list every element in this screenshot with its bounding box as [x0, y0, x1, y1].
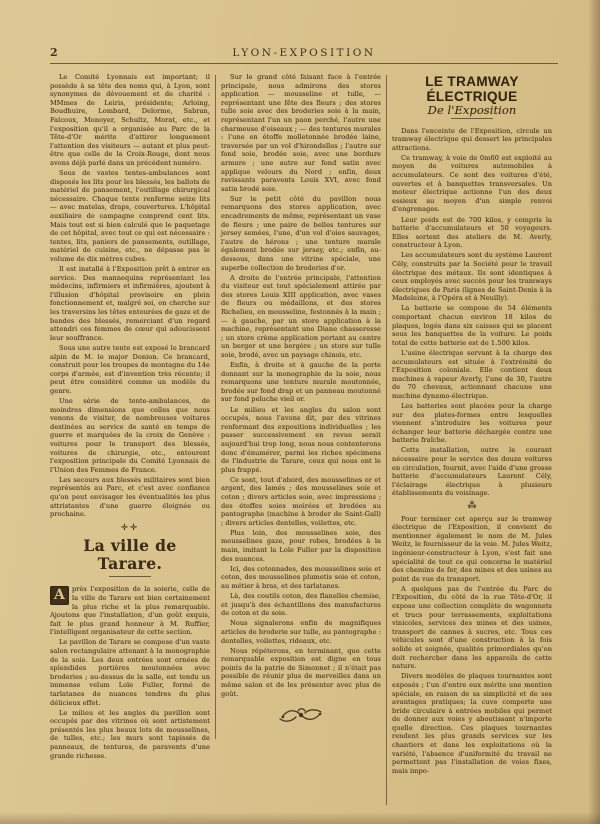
- paragraph-poids: Leur poids est de 700 kilos, y compris la batterie d'accumulateurs et 50 voyageurs. Elles sortent des ateliers de M. Averly, constructeur à Lyon.: [392, 215, 552, 250]
- tarare-article-title: La ville de Tarare.: [83, 536, 177, 574]
- paragraph-droite-entree: A droite de l'entrée principale, l'attention du visiteur est tout spécialement attirée par des stores Louis XIII application, avec vases de fleurs ou médaillons, et des stores Richelieu, en mousseline, festonnés à la main ; — à gauche, par un store application à la machine, représentant une Diane chasseresse ; un store crème application portant au centre un berger et une bergère ; un store sur tulle soie, brodé, avec un paysage chinois, etc.: [221, 273, 381, 359]
- paragraph-petit-cote: Sur le petit côté du pavillon nous remarquons des stores application, avec encadrements de même, représentant un vase de fleurs ; une paire de belles tentures sur jersey semées, l'une, d'un vol d'oies sauvages, l'autre de hérons ; une tenture murale également brodée sur jersey, etc.; enfin, au-dessous, dans une vitrine spéciale, une superbe collection de broderies d'or.: [221, 194, 381, 272]
- paragraph-ici: Ici, des cotonnades, des mousselines soie et coton, des mousselines plumetis soie et coton, au métier à bras, et des tarlatanes.: [221, 564, 381, 590]
- paragraph-secours: Les secours aux blessés militaires sont bien représentés au Parc, et c'est avec confiance qu'on peut envisager les éventualités les plus attristantes d'une guerre éloignée ou prochaine.: [50, 475, 210, 519]
- paragraph-plus-loin: Plus loin, des mousselines soie, des mousselines gaze, pour robes, brodées à la main, imitant la Loïe Fuller par la disposition des nuances.: [221, 528, 381, 563]
- paragraph-mannequins: Il est installé à l'Exposition prêt à entrer en service. Des mannequins représentant les médecins, infirmiers et infirmières, ajoutent à l'illusion d'hôpital provisoire en plein fonctionnement et, malgré soi, on cherche sur les traversins les têtes entourées de gaze et de bandes des blessés, remerciant d'un regard attendri ces femmes de cœur qui adoucissent leur souffrance.: [50, 265, 210, 342]
- title-rule: [109, 576, 151, 577]
- paragraph-voie: Ce tramway, à voie de 0m60 est exploité au moyen de voitures automobiles à accumulateurs. Ce sont des voitures d'été, ouvertes et à banquettes transversales. Un moteur électrique actionne l'un des deux essieux au moyen d'un simple renvoi d'engrenages.: [392, 153, 552, 214]
- asterism-separator: ⁂: [467, 501, 477, 512]
- paragraph-charge: Les batteries sont placées pour la charge sur des plates-formes entre lesquelles viennent s'introduire les voitures pour échanger leur batterie déchargée contre une batterie fraîche.: [392, 402, 552, 445]
- page-number: 2: [50, 46, 58, 59]
- paragraph-usine: L'usine électrique servant à la charge des accumulateurs est située à l'extrémité de l'Exposition coloniale. Elle contient deux machines à vapeur Averly, l'une de 30, l'autre de 70 chevaux, actionnant chacune une machine dynamo-électrique.: [392, 348, 552, 400]
- paragraph-plaques: Divers modèles de plaques tournantes sont exposés ; l'un d'entre eux mérite une mention spéciale, en raison de sa simplicité et de ses avantages pratiques; la cuve comporte une bride circulaire à entrées mobiles qui permet de donner aux voies y aboutissant n'importe quelle direction. Ces plaques tournantes rendent les plus grands services sur les chantiers et dans les exploitations où la variété, l'absence d'uniformité du travail ne permettent pas l'installation de voies fixes, mais impo-: [392, 672, 552, 775]
- column-divider-right: [386, 75, 387, 805]
- paragraph-vitrines: Le milieu et les angles du pavillon sont occupés par des vitrines où sont artistement présentés les plus beaux lots de mousselines, de tulles, etc.; les murs sont tapissés de panneaux, de tentures, de paravents d'une grande richesse.: [50, 708, 210, 760]
- paragraph-comite: Le Comité Lyonnais est important; il possède à sa tête des noms qui, à Lyon, sont synonymes de dévouement et de charité : MMmes de Leiris, présidente; Arloing, Boudhuire, Lombard, Delorme, Sabran, Falcoux, Monoyer, Schultz, Morat, etc., et l'exposition qu'il a organisée au Parc de la Tête-d'Or mérite d'attirer longuement l'attention des visiteurs — autant et plus peut-être que celle de la Croix-Rouge, dont nous avons déjà parlé dans un précédent numéro.: [50, 73, 210, 167]
- paragraph-salon: Le milieu et les angles du salon sont occupés, nous l'avons dit, par des vitrines renfermant des expositions individuelles ; les passer successivement en revue serait aujourd'hui trop long, nous nous contenterons donc d'énumérer, parmi les riches spécimens de l'industrie de Tarare, ceux qui nous ont le plus frappé.: [221, 405, 381, 474]
- paragraph-broderie: Nous signalerons enfin de magnifiques articles de broderie sur tulle, au pantographe : dentelles, voilettes, rideaux, etc.: [221, 619, 381, 645]
- paragraph-porte: Enfin, à droite et à gauche de la porte donnant sur la monographie de la soie, nous remarquons une tenture murale moutonnée, brodée sur fond drap et un panneau moutonné sur fond peluche vieil or.: [221, 361, 381, 404]
- tramway-article-title: LE TRAMWAY ÉLECTRIQUE: [425, 74, 519, 104]
- paragraph-pavillon: Le pavillon de Tarare se compose d'un vaste salon rectangulaire attenant à la monographie de la soie. Les deux entrées sont ornées de splendides portières moutonnées avec broderies ; au-dessus de la salle, est tendu un immense velum Loïe Fuller, formé de tarlatanes de nuances tendres du plus délicieux effet.: [50, 638, 210, 707]
- tramway-article-subtitle: De l'Exposition: [427, 103, 517, 117]
- paragraph-accumulateurs: Les accumulateurs sont du système Laurent Cély, construits par la Société pour le travail électrique des métaux. Ils sont identiques à ceux employés avec succès pour les tramways électriques de Paris (lignes de Saint-Denis à la Madeleine, à l'Opéra et à Neuilly).: [392, 251, 552, 303]
- article-columns: [50, 73, 558, 805]
- paragraph-tentes: Sous de vastes tentes-ambulances sont disposés les lits pour les blessés, les ballots de matériel de pansement, l'outillage chirurgical nécessaire. Chaque tente renferme seize lits — avec matelas, draps, couvertures. L'hôpital auxiliaire de campagne comprend cent lits. Mais tout est si bien calculé que le paquetage de cet hôpital, avec tout ce qui est nécessaire : tentes, lits, paniers de pansements, outillage, matériel de cuisine, etc., ne dépasse pas le volume de dix mètres cubes.: [50, 169, 210, 263]
- paragraph-la: Là, des coutils coton, des flanelles chemise, et jusqu'à des échantillons des manufactures de coton et de soie.: [221, 592, 381, 618]
- column-3: [392, 73, 552, 777]
- paragraph-brancard: Sous une autre tente est exposé le brancard alpin de M. le major Donion. Ce brancard, construit pour les troupes de montagne du 14e corps d'armée, est d'invention très récente; il peut être considéré comme un modèle du genre.: [50, 343, 210, 395]
- column-divider-left: [215, 75, 216, 739]
- header-rule: [50, 63, 558, 64]
- page-header: [50, 46, 558, 59]
- column-1: [50, 73, 210, 762]
- paragraph-tarare-intro: A près l'exposition de la soierie, celle de la ville de Tarare est bien certainement la plus riche et la plus remarquable. Ajoutons que l'installation, d'un goût exquis, fait le plus grand honneur à M. Ruffier, l'intelligent organisateur de cette section.: [50, 585, 210, 637]
- paragraph-stores: Sur le grand côté faisant face à l'entrée principale, nous admirons des stores application — mousseline et tulle, — représentant une fête des fleurs ; des stores tulle soie avec des broderies soie à la main, représentant l'un un paon perché, l'autre une charmeuse d'oiseaux ; — des tentures murales : l'une en étoffe molletonnée brodée laine, traversée par un vol d'hirondelles ; l'autre sur fond soie, brodée soie, avec une bordure armure ; une autre sur fond satin avec applique velours du Nord ; enfin, deux ravissants paravents Louis XVI, avec fond satin brodé soie.: [221, 73, 381, 193]
- paragraph-voitures: Une série de tente-ambulances, de moindres dimensions que celles que nous venons de visiter, de nombreuses voitures destinées au service de santé en temps de guerre et marquées de la croix de Genève : voitures pour le transport des blessés, voitures de chirurgie, etc., entourent l'exposition principale du Comité Lyonnais de l'Union des Femmes de France.: [50, 396, 210, 474]
- paragraph-weitz: Pour terminer cet aperçu sur le tramway électrique de l'Exposition, il convient de mentionner également le nom de M. Jules Weitz, le fournisseur de la voie. M. Jules Weitz, ingénieur-constructeur à Lyon, s'est fait une spécialité de tout ce qui concerne le matériel des chemins de fer, des mines et des usines au point de vue du transport.: [392, 514, 552, 583]
- paragraph-enceinte: Dans l'enceinte de l'Exposition, circule un tramway électrique qui dessert les principales attractions.: [392, 126, 552, 152]
- masthead-title: LYON-EXPOSITION: [232, 47, 376, 59]
- drop-cap-initial: A: [50, 586, 69, 605]
- paragraph-batterie: La batterie se compose de 54 éléments comportant chacun environ 18 kilos de plaques, logés dans six caisses qui se placent sous les banquettes de la voiture. Le poids total de cette batterie est de 1.500 kilos.: [392, 304, 552, 347]
- paragraph-conclusion: Nous répéterons, en terminant, que cette remarquable exposition est digne en tous points de la patrie de Simonnet ; il n'était pas possible de réunir plus de merveilles dans un même salon et de les présenter avec plus de goût.: [221, 646, 381, 698]
- paragraph-mousselines: Ce sont, tout d'abord, des mousselines or et argent, des lamés ; des mousselines soie et coton ; divers articles soie, avec impressions ; des étoffes soies moirées et brodées au pantographe (machine à broder de Saint-Gall) ; divers articles dentelles, voilettes, etc.: [221, 475, 381, 527]
- paragraph-wagonnets: A quelques pas de l'entrée du Parc de l'Exposition, du côté de la rue Tête-d'Or, il expose une collection complète de wagonnets et trucs pour terrassements, exploitations vinicoles, services des mines et des usines, transport de cannes à sucres, etc. Tous ces véhicules sont d'une construction à la fois solide et soignée, qualités primordiales qu'on doit rechercher dans les appareils de cette nature.: [392, 584, 552, 671]
- end-vignette-ornament: [278, 705, 324, 725]
- subtitle-rule: [451, 118, 493, 119]
- paragraph-installation: Cette installation, outre le courant nécessaire pour le service des douze voitures en circulation, fournit, avec l'aide d'une grosse batterie d'accumulateurs Laurent Cély, l'éclairage électrique à plusieurs établissements du voisinage.: [392, 446, 552, 498]
- column-2: [221, 73, 381, 725]
- cross-ornament: ✛✛: [120, 522, 140, 533]
